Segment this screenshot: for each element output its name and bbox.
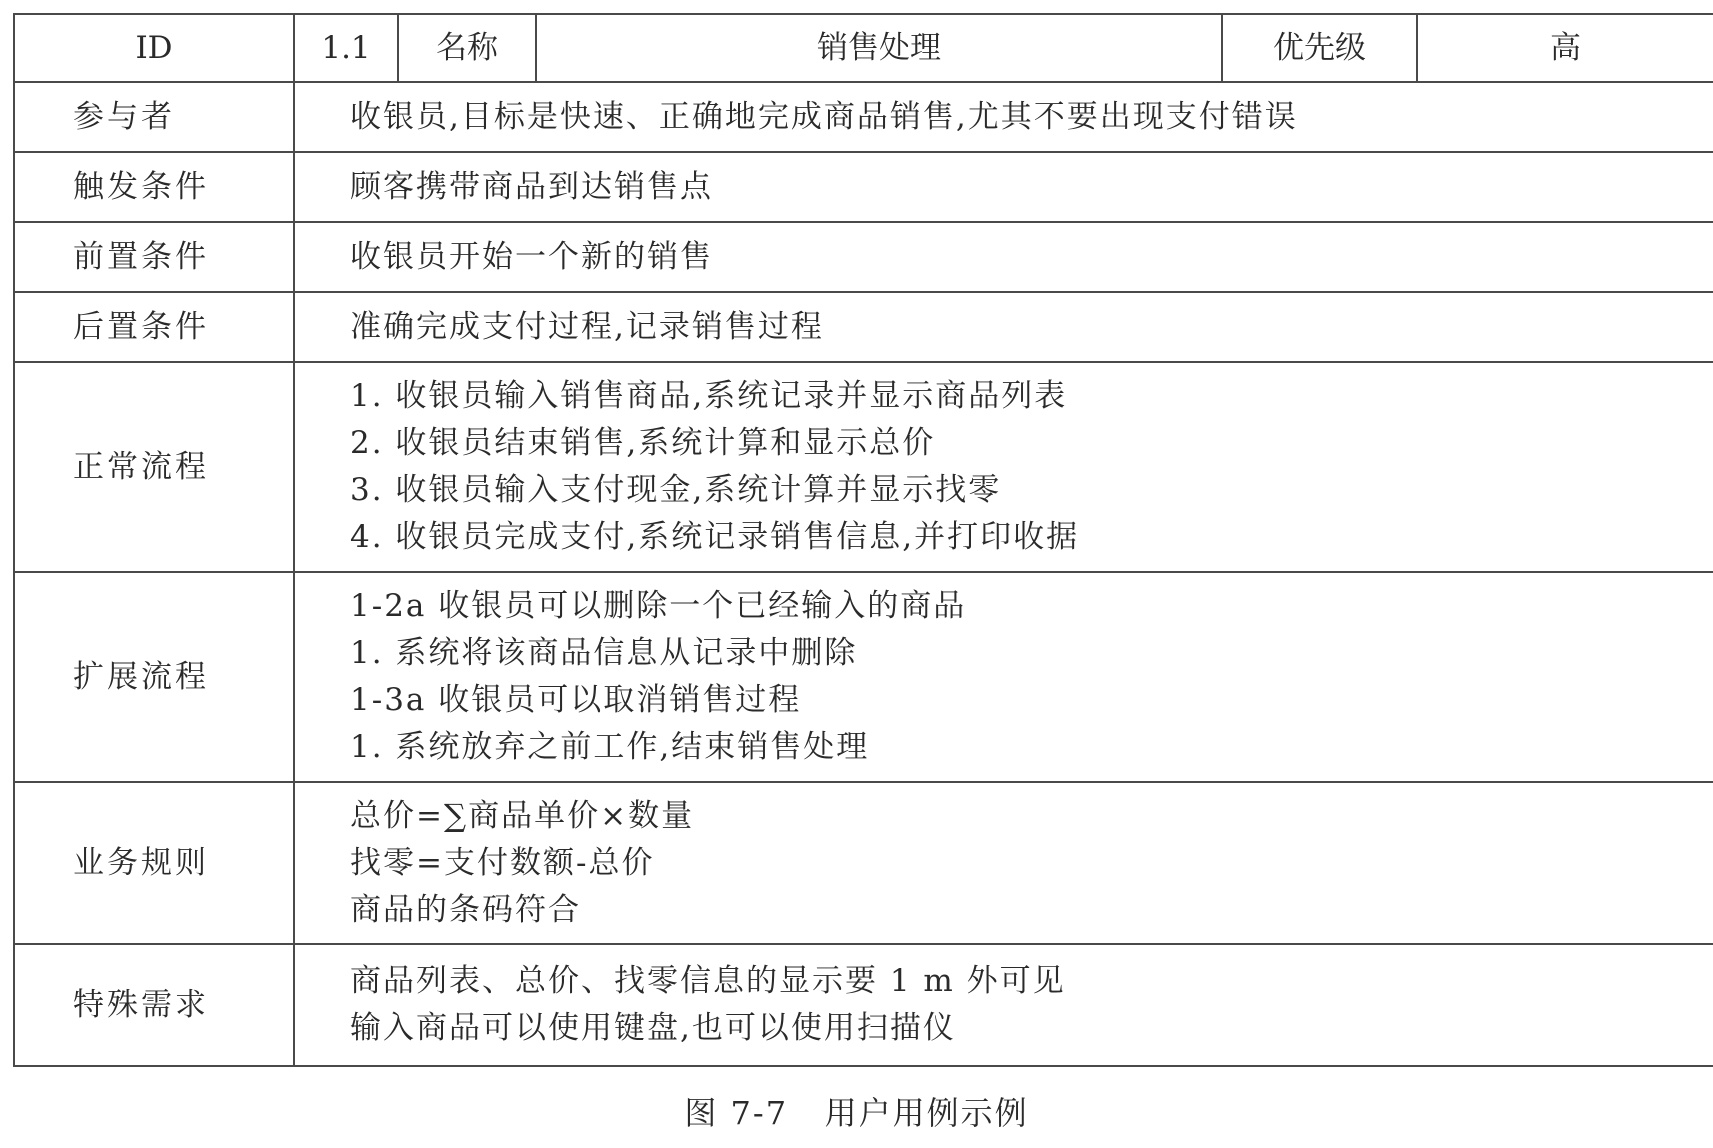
- content-line: 输入商品可以使用键盘,也可以使用扫描仪: [350, 1010, 956, 1046]
- table-row-actor: [14, 82, 1713, 152]
- table-row-extended-flow: [14, 572, 1713, 782]
- priority-label-cell: 优先级: [1222, 14, 1417, 82]
- row-label: 业务规则: [14, 782, 294, 944]
- table-header-row: [14, 14, 1713, 82]
- figure-caption: 图 7-7 用户用例示例: [684, 1094, 1029, 1132]
- row-content: [294, 944, 1713, 1066]
- id-label-cell: ID: [14, 14, 294, 82]
- table-row-business-rules: [14, 782, 1713, 944]
- content-line: 3. 收银员输入支付现金,系统计算并显示找零: [350, 472, 1002, 508]
- table-row-normal-flow: [14, 362, 1713, 572]
- content-line: 4. 收银员完成支付,系统记录销售信息,并打印收据: [350, 519, 1080, 555]
- name-label-cell: 名称: [398, 14, 536, 82]
- content-line: 准确完成支付过程,记录销售过程: [350, 308, 824, 345]
- row-label: 正常流程: [14, 362, 294, 572]
- content-line: 1. 收银员输入销售商品,系统记录并显示商品列表: [350, 378, 1068, 414]
- use-case-table: [13, 13, 1713, 1067]
- table-row-precondition: [14, 222, 1713, 292]
- row-label: 特殊需求: [14, 944, 294, 1066]
- table-row-trigger: [14, 152, 1713, 222]
- row-content: [294, 82, 1713, 152]
- row-content: [294, 292, 1713, 362]
- row-label: 触发条件: [14, 152, 294, 222]
- content-line: 找零=支付数额-总价: [350, 844, 655, 881]
- content-line: 1. 系统将该商品信息从记录中删除: [350, 635, 858, 671]
- row-content: [294, 152, 1713, 222]
- table-row-postcondition: [14, 292, 1713, 362]
- table-row-special-requirements: [14, 944, 1713, 1066]
- content-line: 商品列表、总价、找零信息的显示要 1 m 外可见: [350, 963, 1066, 999]
- row-label: 扩展流程: [14, 572, 294, 782]
- row-label: 参与者: [14, 82, 294, 152]
- row-content: [294, 572, 1713, 782]
- content-line: 1-3a 收银员可以取消销售过程: [350, 682, 802, 718]
- row-content: [294, 782, 1713, 944]
- content-line: 总价=∑商品单价×数量: [350, 797, 695, 834]
- content-line: 收银员,目标是快速、正确地完成商品销售,尤其不要出现支付错误: [350, 98, 1298, 135]
- row-label: 前置条件: [14, 222, 294, 292]
- row-content: [294, 362, 1713, 572]
- content-line: 2. 收银员结束销售,系统计算和显示总价: [350, 425, 936, 461]
- content-line: 1. 系统放弃之前工作,结束销售处理: [350, 729, 870, 765]
- name-value-cell: 销售处理: [536, 14, 1222, 82]
- content-line: 商品的条码符合: [350, 891, 581, 928]
- priority-value-cell: 高: [1417, 14, 1713, 82]
- row-label: 后置条件: [14, 292, 294, 362]
- content-line: 1-2a 收银员可以删除一个已经输入的商品: [350, 588, 967, 624]
- id-value-cell: 1.1: [294, 14, 398, 82]
- row-content: [294, 222, 1713, 292]
- content-line: 收银员开始一个新的销售: [350, 238, 713, 275]
- content-line: 顾客携带商品到达销售点: [350, 168, 713, 205]
